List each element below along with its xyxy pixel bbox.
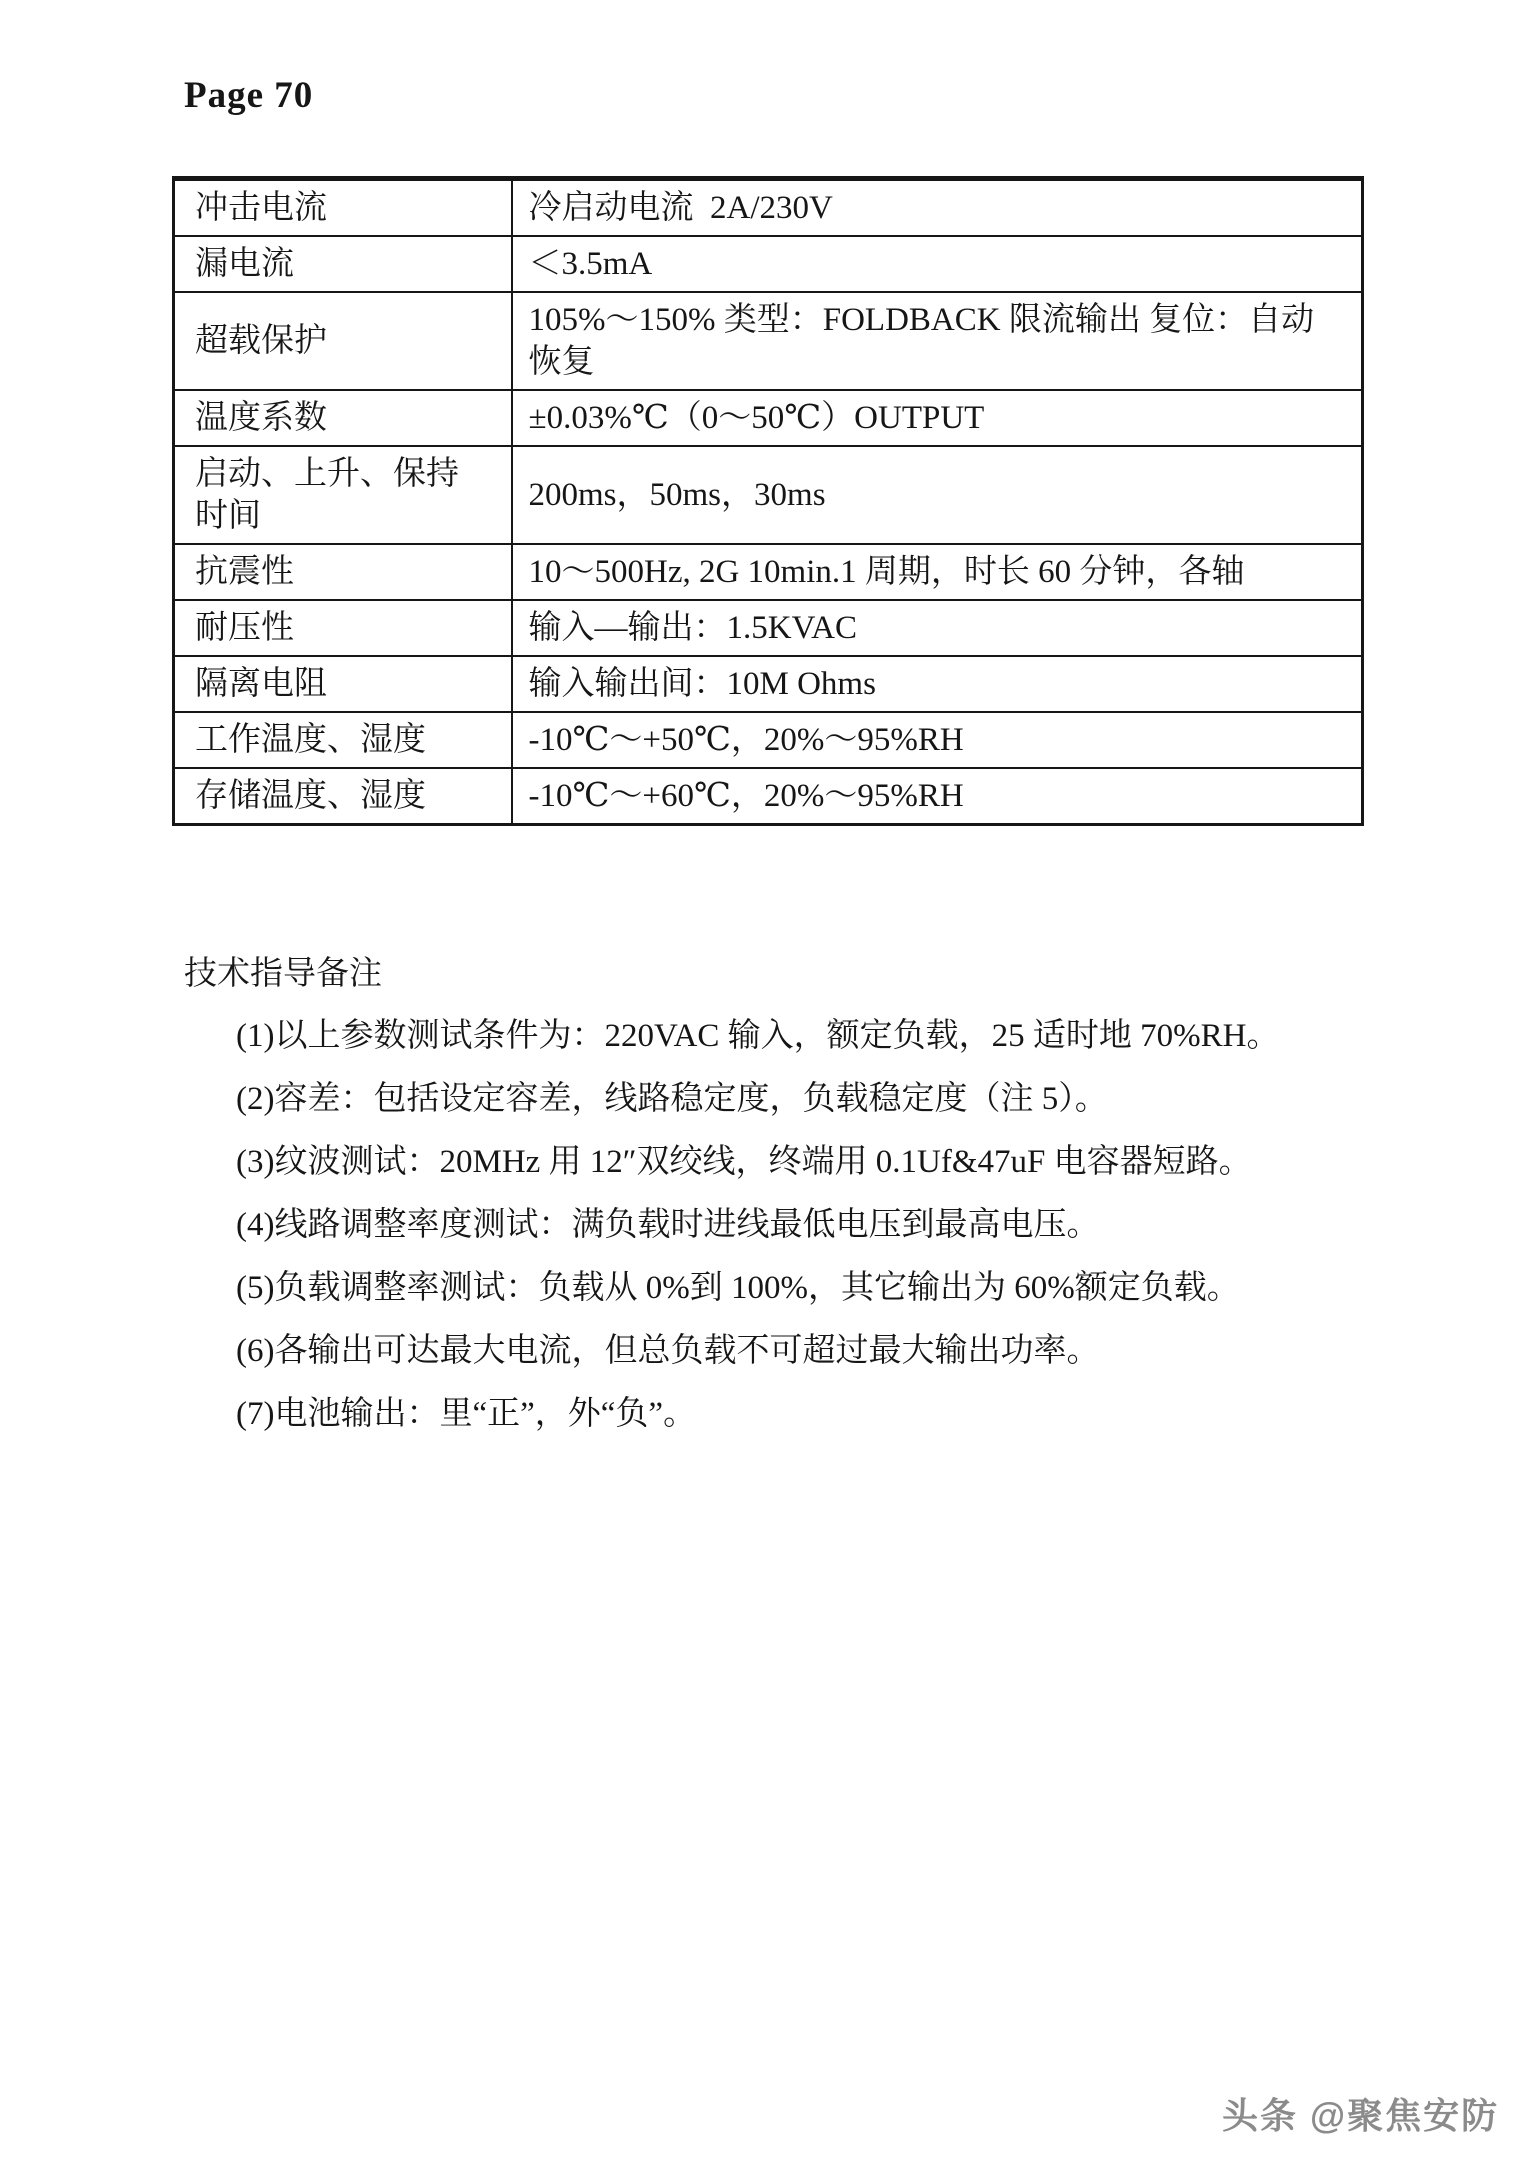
spec-value-leakage-current: ＜3.5mA [512,236,1363,292]
note-item: (3)纹波测试：20MHz 用 12″双绞线，终端用 0.1Uf&47uF 电容器短路。 [236,1144,1252,1180]
table-row [174,236,1363,292]
spec-label-inrush-current: 冲击电流 [174,179,512,237]
note-item: (1)以上参数测试条件为：220VAC 输入，额定负载，25 适时地 70%RH。 [236,1018,1280,1054]
note-item: (5)负载调整率测试：负载从 0%到 100%，其它输出为 60%额定负载。 [236,1270,1240,1306]
table-row [174,390,1363,446]
note-item: (7)电池输出：里“正”，外“负”。 [236,1396,697,1432]
spec-label-temp-coefficient: 温度系数 [174,390,512,446]
notes-title: 技术指导备注 [184,956,382,992]
table-row [174,544,1363,600]
spec-label-isolation-resistance: 隔离电阻 [174,656,512,712]
page-title: Page 70 [184,75,314,116]
spec-label-startup-rise-hold-time: 启动、上升、保持时间 [174,446,512,544]
note-item: (4)线路调整率度测试：满负载时进线最低电压到最高电压。 [236,1207,1100,1243]
spec-value-storage-temp-humidity: -10℃～+60℃，20%～95%RH [512,768,1363,825]
spec-value-overload-protection: 105%～150% 类型：FOLDBACK 限流输出 复位：自动恢复 [512,292,1363,390]
spec-label-leakage-current: 漏电流 [174,236,512,292]
table-row [174,712,1363,768]
spec-label-overload-protection: 超载保护 [174,292,512,390]
table-row [174,600,1363,656]
spec-value-operating-temp-humidity: -10℃～+50℃，20%～95%RH [512,712,1363,768]
table-row [174,292,1363,390]
spec-label-withstand-voltage: 耐压性 [174,600,512,656]
watermark-text: 头条 @聚焦安防 [1222,2095,1500,2136]
spec-value-inrush-current: 冷启动电流 2A/230V [512,179,1363,237]
spec-value-vibration-resistance: 10～500Hz, 2G 10min.1 周期，时长 60 分钟，各轴 [512,544,1363,600]
table-row [174,446,1363,544]
note-item: (2)容差：包括设定容差，线路稳定度，负载稳定度（注 5）。 [236,1081,1108,1117]
spec-value-isolation-resistance: 输入输出间：10M Ohms [512,656,1363,712]
spec-value-temp-coefficient: ±0.03%℃（0～50℃）OUTPUT [512,390,1363,446]
table-row [174,768,1363,825]
spec-label-vibration-resistance: 抗震性 [174,544,512,600]
spec-label-operating-temp-humidity: 工作温度、湿度 [174,712,512,768]
spec-value-withstand-voltage: 输入—输出：1.5KVAC [512,600,1363,656]
table-row [174,656,1363,712]
spec-table [172,176,1364,826]
notes-section [184,952,1484,1455]
spec-label-storage-temp-humidity: 存储温度、湿度 [174,768,512,825]
spec-value-startup-rise-hold-time: 200ms，50ms，30ms [512,446,1363,544]
note-item: (6)各输出可达最大电流，但总负载不可超过最大输出功率。 [236,1333,1100,1369]
table-row [174,179,1363,237]
